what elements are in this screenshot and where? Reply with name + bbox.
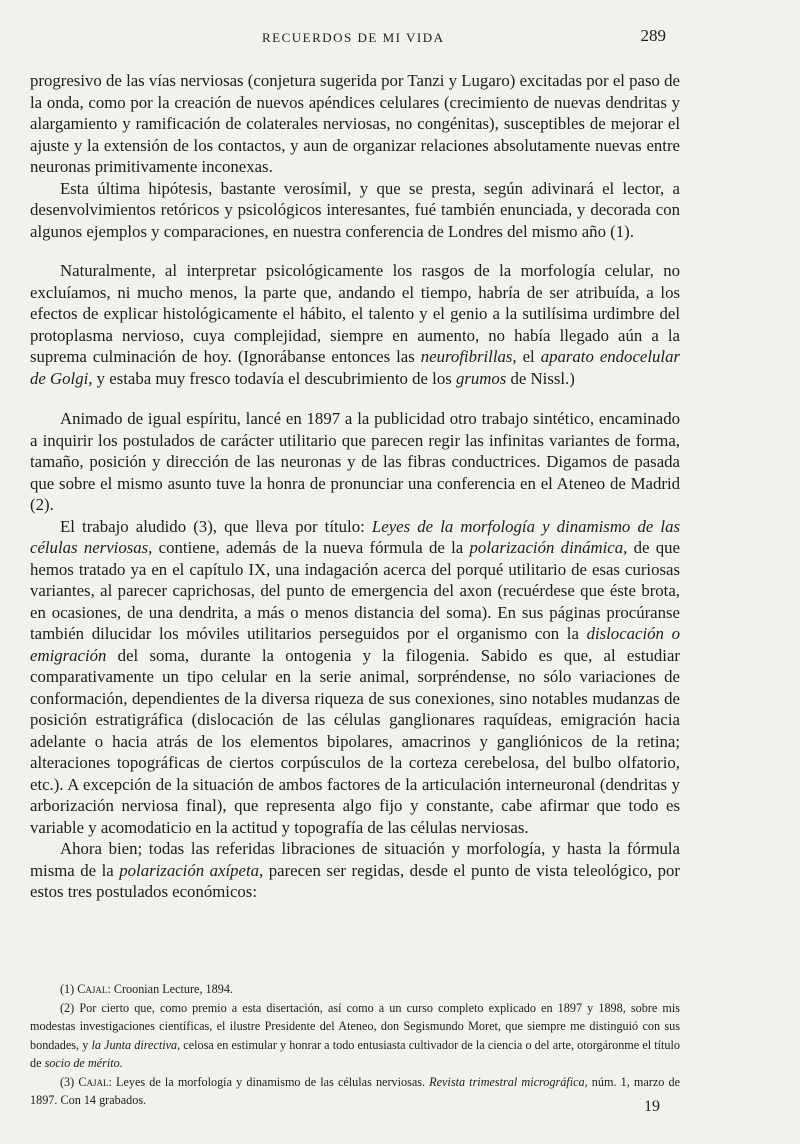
text-run: Ahora bien; todas las referidas libraciones de situación y morfología, y hasta la fórmula misma de la [30, 839, 680, 880]
italic-run: neurofibrillas, [420, 347, 517, 366]
italic-run: polarización axípeta, [119, 860, 264, 880]
italic-run: Leyes de la morfología y dinamismo de las células nerviosas, [30, 516, 680, 557]
text-run: contiene, además de la nueva fórmula de la [152, 538, 470, 557]
text-run: y estaba muy fresco todavía el descubrimiento de los [92, 368, 456, 388]
text-run: Esta última hipótesis, bastante verosímil, y que se presta, según adivinará el lector, a desenvolvimientos retóricos y psicológicos interesantes, fué también enunciada, y decorada con algunos ejemplos y comparaciones, en nuestra conferencia de Londres del mismo año (1). [30, 178, 680, 241]
text-run: Animado de igual espíritu, lancé en 1897 a la publicidad otro trabajo sintético, encaminado a inquirir los postulados de carácter utilitario que parecen regir las infinitas variantes de forma, tamaño, posición y dirección de las neuronas y de las fibras conductrices. Digamos de pasada que sobre el mismo asunto tuve la honra de pronunciar una conferencia en el Ateneo de Madrid (2). [30, 409, 680, 514]
paragraph [30, 408, 680, 516]
paragraph [30, 838, 680, 903]
text-run: del soma, durante la ontogenia y la filogenia. Sabido es que, al estudiar comparativamente un tipo celular en la serie animal, sorpréndense, no sólo variaciones de conformación, dependientes de la diversa riqueza de sus conexiones, sino notables mudanzas de posición estratigráfica (dislocación de las células ganglionares raquídeas, emigración hacia adelante o hacia atrás de los elementos bipolares, amacrinos y gangliónicos de la retina; alteraciones topográficas de ciertos corpúsculos de la corteza cerebelosa, del bulbo olfatorio, etc.). A excepción de la situación de ambos factores de la articulación interneuronal (dendritas y arborización nerviosa final), que representa algo fijo y constante, cabe afirmar que todo es variable y acomodaticio en la actitud y topografía de las células nerviosas. [30, 645, 680, 837]
body-text [30, 70, 680, 903]
running-title: RECUERDOS DE MI VIDA [262, 30, 445, 45]
author-name: Cajal: [78, 1074, 112, 1089]
text-run: El trabajo aludido (3), que lleva por título: [60, 516, 372, 536]
text-run: parecen ser regidas, desde el punto de vista teleológico, por estos tres postulados económicos: [30, 860, 680, 901]
text-run: Naturalmente, al interpretar psicológicamente los rasgos de la morfología celular, no excluíamos, ni mucho menos, la parte que, andando el tiempo, habría de ser atribuída, a los efectos de explicar histológicamente el hábito, el talento y el genio a la sutilísima urdimbre del protoplasma nervioso, cuya complejidad, siempre en aumento, no había llegado aún a la suprema culminación de hoy. (Ignorábanse entonces las [30, 261, 680, 366]
paragraph [30, 178, 680, 243]
italic-run: socio de mérito. [44, 1056, 123, 1070]
page-number: 289 [640, 26, 666, 45]
footnote [30, 999, 680, 1073]
text-run: el [516, 347, 541, 366]
italic-run: aparato endocelular de Golgi, [30, 347, 680, 388]
text-run: (1) [60, 982, 78, 996]
italic-run: grumos [455, 368, 507, 388]
footnotes [30, 980, 680, 1110]
text-run: de Nissl.) [506, 368, 575, 388]
text-run: de que hemos tratado ya en el capítulo IX, una indagación acerca del porqué utilitario de esas curiosas variantes, al parecer caprichosas, del punto de emergencia del axon (recuérdese que éste brota, en ocasiones, de una dendrita, a más o menos distancia del soma). En sus páginas procúranse también dilucidar los móviles utilitarios perseguidos por el organismo con la [30, 538, 681, 643]
text-run: progresivo de las vías nerviosas (conjetura sugerida por Tanzi y Lugaro) excitadas por el paso de la onda, como por la creación de nuevos apéndices celulares (crecimiento de nuevas dendritas y alargamiento y ramificación de colaterales nerviosas, no congénitas), susceptibles de mejorar el ajuste y la extensión de los contactos, y aun de organizar relaciones absolutamente nuevas entre neuronas primitivamente inconexas. [30, 71, 680, 176]
paragraph [30, 70, 680, 178]
italic-run: la Junta directiva, [91, 1037, 181, 1052]
text-run: celosa en estimular y honrar a todo entusiasta cultivador de la ciencia o del arte, otorgáronme el título de [30, 1037, 680, 1070]
text-run: Croonian Lecture, 1894. [110, 982, 233, 996]
paragraph [30, 516, 680, 839]
italic-run: dislocación o emigración [30, 624, 680, 665]
paragraph [30, 260, 680, 389]
text-run: (3) [60, 1074, 79, 1089]
text-run: (2) Por cierto que, como premio a esta disertación, así como a un curso completo explicado en 1897 y 1898, sobre mis modestas investigaciones científicas, el ilustre Presidente del Ateneo, don Segismundo Moret, que siempre me distinguió con sus bondades, y [30, 1000, 680, 1052]
italic-run: Revista trimestral micrográfica, [429, 1074, 588, 1089]
text-run: Leyes de la morfología y dinamismo de las células nerviosas. [111, 1074, 430, 1089]
footnote [30, 1073, 680, 1110]
signature-mark: 19 [644, 1098, 660, 1115]
text-run: núm. 1, marzo de 1897. Con 14 grabados. [30, 1074, 681, 1107]
author-name: Cajal: [77, 982, 111, 996]
italic-run: polarización dinámica, [469, 538, 628, 557]
footnote [30, 980, 680, 999]
running-head [0, 26, 800, 50]
